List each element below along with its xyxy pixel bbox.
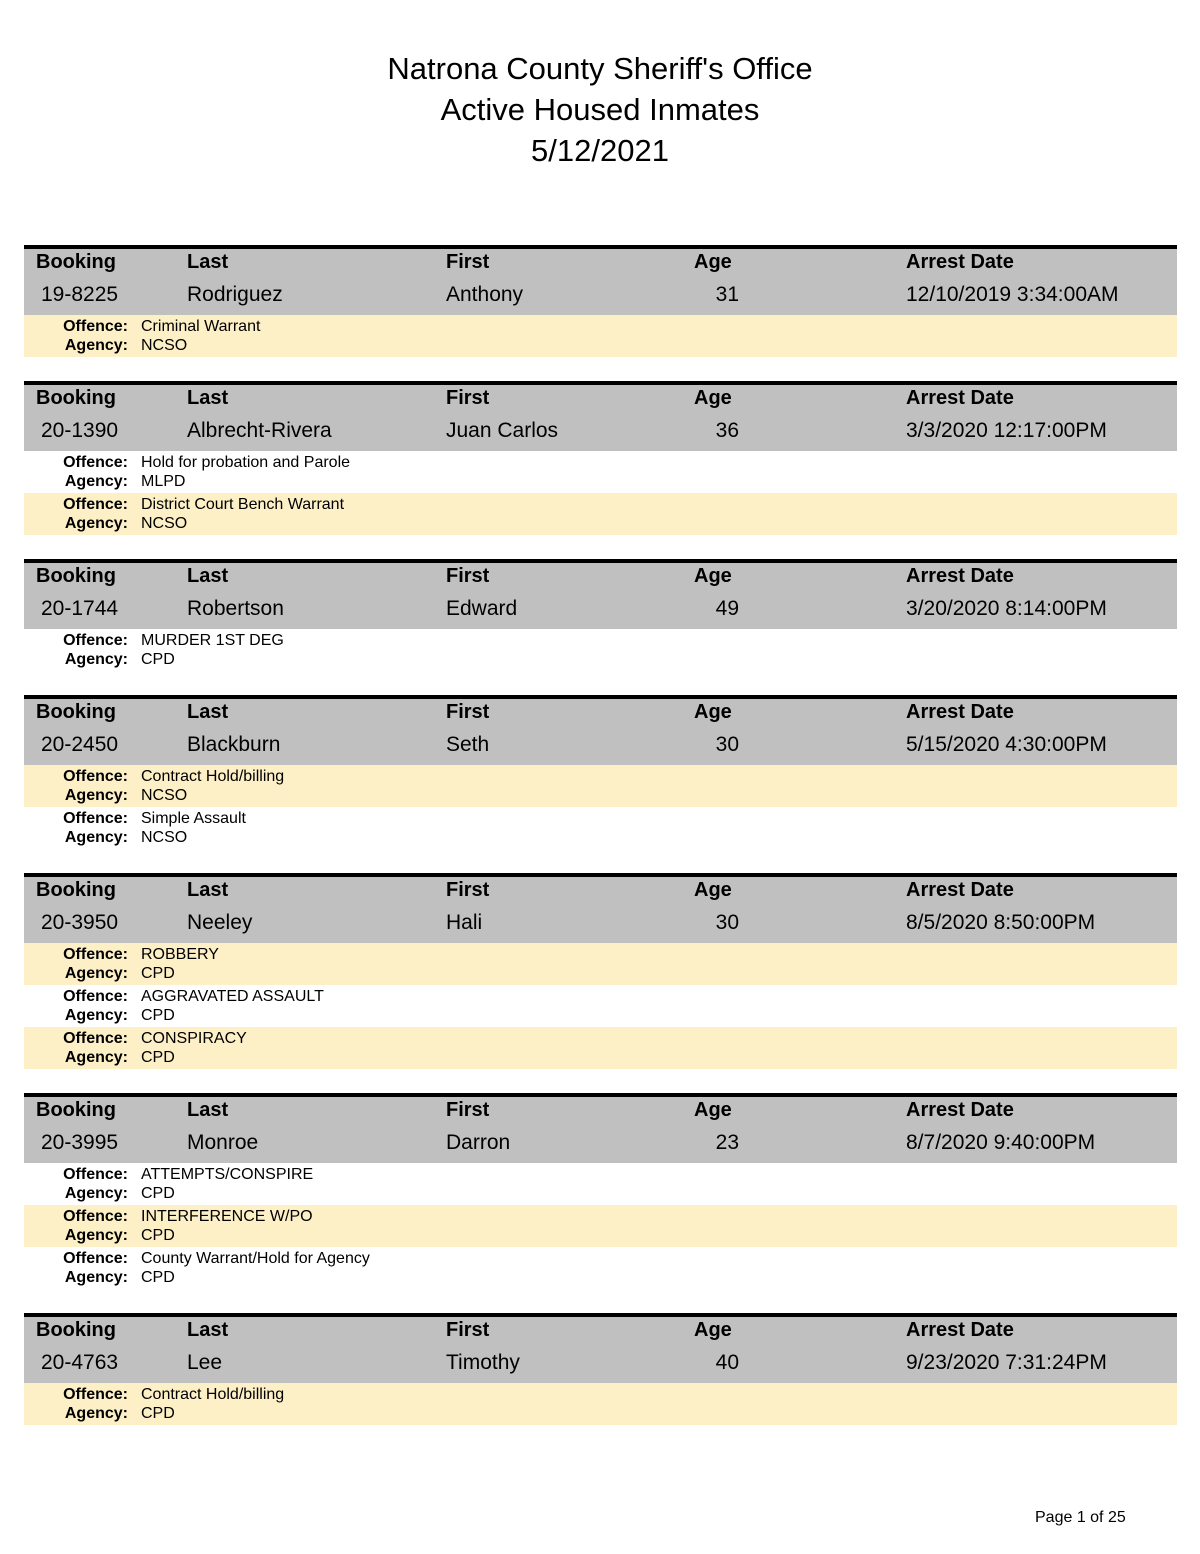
column-header-arrest-date: Arrest Date xyxy=(906,565,1014,587)
age-value: 30 xyxy=(715,733,739,756)
agency-value: CPD xyxy=(141,1227,175,1244)
report-header xyxy=(0,48,1200,171)
agency-value: NCSO xyxy=(141,787,188,804)
offence-label: Offence: xyxy=(63,1250,128,1267)
age-value: 40 xyxy=(715,1351,739,1374)
arrest-date-value: 3/20/2020 8:14:00PM xyxy=(906,597,1107,620)
agency-value: NCSO xyxy=(141,829,188,846)
arrest-date-value: 3/3/2020 12:17:00PM xyxy=(906,419,1107,442)
column-header-first: First xyxy=(446,1099,490,1121)
report-date: 5/12/2021 xyxy=(531,133,669,168)
agency-label: Agency: xyxy=(64,1227,128,1244)
column-header-booking: Booking xyxy=(36,1319,116,1341)
column-header-age: Age xyxy=(694,565,732,587)
column-header-arrest-date: Arrest Date xyxy=(906,387,1014,409)
column-header-arrest-date: Arrest Date xyxy=(906,879,1014,901)
column-header-last: Last xyxy=(187,879,229,901)
column-header-arrest-date: Arrest Date xyxy=(906,1099,1014,1121)
charge-row xyxy=(24,807,1177,849)
charge-row xyxy=(24,315,1177,357)
column-header-first: First xyxy=(446,1319,490,1341)
arrest-date-value: 8/7/2020 9:40:00PM xyxy=(906,1131,1096,1154)
first-value: Edward xyxy=(446,597,518,620)
record-header xyxy=(24,245,1177,315)
booking-value: 19-8225 xyxy=(41,283,119,306)
last-value: Robertson xyxy=(187,597,284,620)
charge-row xyxy=(24,1163,1177,1205)
column-header-first: First xyxy=(446,565,490,587)
first-value: Darron xyxy=(446,1131,511,1154)
booking-value: 20-2450 xyxy=(41,733,119,756)
first-value: Juan Carlos xyxy=(446,419,559,442)
agency-label: Agency: xyxy=(64,965,128,982)
offence-value: INTERFERENCE W/PO xyxy=(141,1208,313,1225)
booking-value: 20-3995 xyxy=(41,1131,119,1154)
offence-value: District Court Bench Warrant xyxy=(141,496,345,513)
age-value: 36 xyxy=(715,419,739,442)
column-header-booking: Booking xyxy=(36,701,116,723)
offence-label: Offence: xyxy=(63,496,128,513)
charge-row xyxy=(24,943,1177,985)
agency-label: Agency: xyxy=(64,473,128,490)
column-header-booking: Booking xyxy=(36,879,116,901)
first-value: Hali xyxy=(446,911,483,934)
agency-value: CPD xyxy=(141,965,175,982)
agency-value: CPD xyxy=(141,1007,175,1024)
page-number: Page 1 of 25 xyxy=(1035,1509,1126,1526)
inmate-record xyxy=(24,1313,1177,1425)
inmate-record xyxy=(24,873,1177,1069)
charge-row xyxy=(24,451,1177,493)
last-value: Albrecht-Rivera xyxy=(187,419,332,442)
agency-value: NCSO xyxy=(141,337,188,354)
offence-value: Simple Assault xyxy=(141,810,246,827)
column-header-booking: Booking xyxy=(36,1099,116,1121)
first-value: Timothy xyxy=(446,1351,520,1374)
agency-label: Agency: xyxy=(64,1185,128,1202)
agency-label: Agency: xyxy=(64,787,128,804)
column-header-arrest-date: Arrest Date xyxy=(906,251,1014,273)
agency-label: Agency: xyxy=(64,1269,128,1286)
offence-label: Offence: xyxy=(63,1030,128,1047)
column-header-booking: Booking xyxy=(36,387,116,409)
charge-row xyxy=(24,765,1177,807)
record-header xyxy=(24,873,1177,943)
offence-value: Criminal Warrant xyxy=(141,318,261,335)
age-value: 31 xyxy=(715,283,739,306)
agency-label: Agency: xyxy=(64,515,128,532)
agency-label: Agency: xyxy=(64,337,128,354)
last-value: Lee xyxy=(187,1351,223,1374)
offence-value: Contract Hold/billing xyxy=(141,768,285,785)
record-header xyxy=(24,559,1177,629)
charge-row xyxy=(24,1027,1177,1069)
agency-label: Agency: xyxy=(64,1049,128,1066)
column-header-last: Last xyxy=(187,701,229,723)
column-header-last: Last xyxy=(187,251,229,273)
agency-value: CPD xyxy=(141,1049,175,1066)
agency-value: CPD xyxy=(141,1185,175,1202)
inmate-record xyxy=(24,381,1177,535)
offence-value: Contract Hold/billing xyxy=(141,1386,285,1403)
offence-value: CONSPIRACY xyxy=(141,1030,247,1047)
last-value: Monroe xyxy=(187,1131,259,1154)
offence-label: Offence: xyxy=(63,988,128,1005)
charge-row xyxy=(24,629,1177,671)
column-header-first: First xyxy=(446,879,490,901)
column-header-last: Last xyxy=(187,1319,229,1341)
arrest-date-value: 12/10/2019 3:34:00AM xyxy=(906,283,1119,306)
booking-value: 20-1744 xyxy=(41,597,119,620)
column-header-last: Last xyxy=(187,1099,229,1121)
inmate-record xyxy=(24,559,1177,671)
column-header-first: First xyxy=(446,701,490,723)
agency-label: Agency: xyxy=(64,1405,128,1422)
last-value: Blackburn xyxy=(187,733,281,756)
offence-label: Offence: xyxy=(63,810,128,827)
column-header-age: Age xyxy=(694,387,732,409)
charge-row xyxy=(24,1247,1177,1289)
column-header-last: Last xyxy=(187,387,229,409)
inmate-record xyxy=(24,1093,1177,1289)
column-header-age: Age xyxy=(694,1099,732,1121)
agency-value: CPD xyxy=(141,1269,175,1286)
first-value: Seth xyxy=(446,733,490,756)
offence-label: Offence: xyxy=(63,632,128,649)
offence-value: MURDER 1ST DEG xyxy=(141,632,284,649)
booking-value: 20-4763 xyxy=(41,1351,119,1374)
column-header-last: Last xyxy=(187,565,229,587)
column-header-age: Age xyxy=(694,879,732,901)
first-value: Anthony xyxy=(446,283,524,306)
column-header-arrest-date: Arrest Date xyxy=(906,1319,1014,1341)
offence-value: County Warrant/Hold for Agency xyxy=(141,1250,370,1267)
arrest-date-value: 8/5/2020 8:50:00PM xyxy=(906,911,1096,934)
offence-label: Offence: xyxy=(63,768,128,785)
column-header-age: Age xyxy=(694,251,732,273)
charge-row xyxy=(24,1383,1177,1425)
agency-value: NCSO xyxy=(141,515,188,532)
agency-label: Agency: xyxy=(64,829,128,846)
column-header-first: First xyxy=(446,387,490,409)
agency-value: MLPD xyxy=(141,473,186,490)
offence-value: AGGRAVATED ASSAULT xyxy=(141,988,324,1005)
column-header-booking: Booking xyxy=(36,251,116,273)
last-value: Neeley xyxy=(187,911,253,934)
agency-value: CPD xyxy=(141,651,175,668)
agency-value: CPD xyxy=(141,1405,175,1422)
charge-row xyxy=(24,493,1177,535)
arrest-date-value: 5/15/2020 4:30:00PM xyxy=(906,733,1107,756)
offence-label: Offence: xyxy=(63,1166,128,1183)
inmate-record xyxy=(24,695,1177,849)
booking-value: 20-3950 xyxy=(41,911,119,934)
agency-label: Agency: xyxy=(64,1007,128,1024)
column-header-booking: Booking xyxy=(36,565,116,587)
age-value: 49 xyxy=(715,597,739,620)
last-value: Rodriguez xyxy=(187,283,283,306)
report-title: Natrona County Sheriff's Office xyxy=(387,51,813,86)
offence-label: Offence: xyxy=(63,1208,128,1225)
record-header xyxy=(24,695,1177,765)
inmate-records xyxy=(24,245,1177,1449)
offence-value: ATTEMPTS/CONSPIRE xyxy=(141,1166,314,1183)
record-header xyxy=(24,381,1177,451)
report-subtitle: Active Housed Inmates xyxy=(440,92,760,127)
column-header-first: First xyxy=(446,251,490,273)
age-value: 23 xyxy=(715,1131,739,1154)
column-header-arrest-date: Arrest Date xyxy=(906,701,1014,723)
record-header xyxy=(24,1313,1177,1383)
agency-label: Agency: xyxy=(64,651,128,668)
column-header-age: Age xyxy=(694,1319,732,1341)
offence-label: Offence: xyxy=(63,946,128,963)
offence-label: Offence: xyxy=(63,318,128,335)
charge-row xyxy=(24,985,1177,1027)
column-header-age: Age xyxy=(694,701,732,723)
age-value: 30 xyxy=(715,911,739,934)
offence-label: Offence: xyxy=(63,1386,128,1403)
booking-value: 20-1390 xyxy=(41,419,119,442)
offence-value: Hold for probation and Parole xyxy=(141,454,351,471)
record-header xyxy=(24,1093,1177,1163)
charge-row xyxy=(24,1205,1177,1247)
inmate-record xyxy=(24,245,1177,357)
offence-label: Offence: xyxy=(63,454,128,471)
offence-value: ROBBERY xyxy=(141,946,219,963)
arrest-date-value: 9/23/2020 7:31:24PM xyxy=(906,1351,1107,1374)
